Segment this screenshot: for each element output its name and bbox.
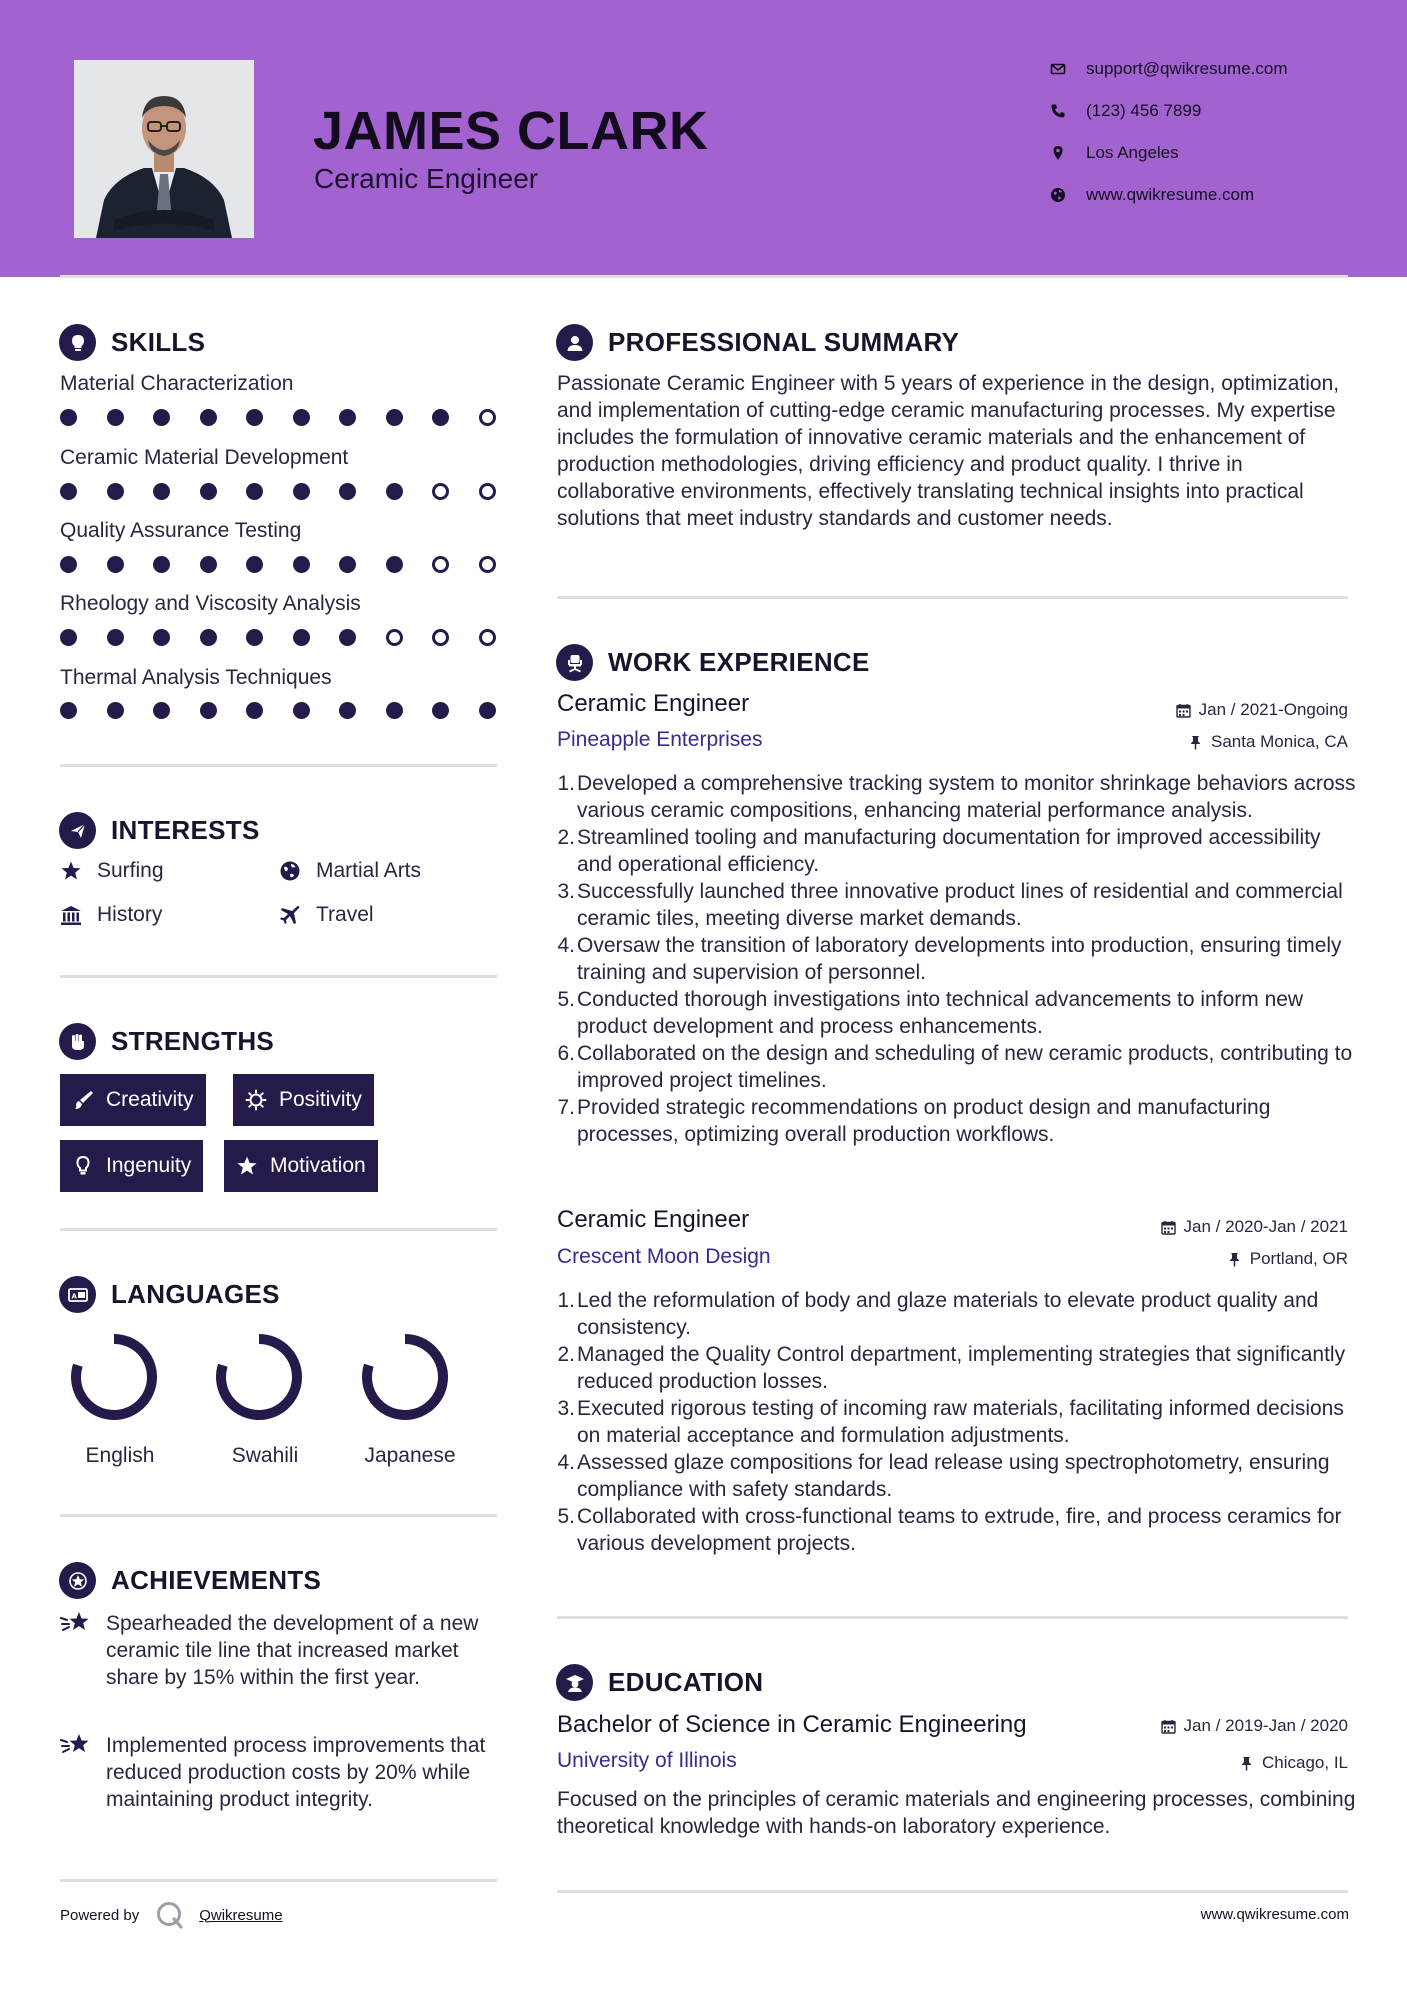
achievements-title: ACHIEVEMENTS	[111, 1565, 322, 1595]
job-duty	[557, 878, 1357, 932]
star-badge-icon	[59, 1562, 96, 1599]
language-name: Japanese	[364, 1444, 456, 1467]
map-marker-icon	[1050, 145, 1066, 161]
company-name: Pineapple Enterprises	[557, 728, 763, 751]
language-name: Swahili	[231, 1444, 299, 1467]
contact-email[interactable]	[1050, 54, 1380, 84]
shooting-star-icon	[60, 1732, 92, 1758]
job-duty	[557, 1395, 1357, 1449]
skill-name: Rheology and Viscosity Analysis	[60, 592, 361, 615]
summary-text: Passionate Ceramic Engineer with 5 years of experience in the design, optimization, and implementation of cutting-edge ceramic manufacturing processes. My expertise includes the formulation of innovative ceramic materials and the enhancement of production methodologies, driving efficiency and product quality. I thrive in collaborative environments, effectively translating technical insights into practical solutions that meet industry standards and customer needs.	[557, 372, 1340, 530]
skill-dot-filled	[293, 556, 310, 573]
duty-number: 5.	[557, 1505, 575, 1528]
skill-dot-filled	[60, 556, 77, 573]
education-heading	[556, 1664, 763, 1701]
strengths-heading	[59, 1023, 274, 1060]
skill-dot-filled	[339, 629, 356, 646]
section-divider	[60, 764, 497, 767]
strength-label: Positivity	[279, 1088, 362, 1111]
strength-badge	[60, 1140, 203, 1192]
job-dates-text: Jan / 2020-Jan / 2021	[1183, 1217, 1348, 1236]
section-divider	[60, 1228, 497, 1231]
skill-dot-filled	[200, 702, 217, 719]
strength-badge	[60, 1074, 206, 1126]
summary-heading	[556, 324, 959, 361]
job-duty	[557, 932, 1357, 986]
person-portrait-illustration	[74, 60, 254, 238]
contact-website[interactable]	[1050, 180, 1380, 210]
section-divider	[60, 975, 497, 978]
skills-title: SKILLS	[111, 327, 206, 357]
skill-rating-dots	[60, 627, 500, 649]
skill-dot-filled	[432, 702, 449, 719]
sun-icon	[245, 1089, 267, 1111]
duty-text: Developed a comprehensive tracking system to monitor shrinkage behaviors across various ceramic compositions, enhancing material performance analysis.	[577, 772, 1356, 822]
section-divider	[60, 1514, 497, 1517]
duty-text: Collaborated with cross-functional teams to extrude, fire, and process ceramics for various development projects.	[577, 1505, 1342, 1555]
language-proficiency-ring	[64, 1327, 164, 1427]
skill-rating-dots	[60, 407, 500, 429]
skill-dot-empty	[432, 556, 449, 573]
strength-label: Motivation	[270, 1154, 366, 1177]
pushpin-icon	[1239, 1756, 1254, 1771]
duty-text: Managed the Quality Control department, implementing strategies that significantly reduced production losses.	[577, 1343, 1346, 1393]
duty-number: 2.	[557, 1343, 575, 1366]
section-divider	[557, 1890, 1348, 1893]
skill-dot-filled	[386, 483, 403, 500]
interest-item	[60, 859, 164, 883]
skill-dot-filled	[60, 629, 77, 646]
calendar-icon	[1161, 1719, 1176, 1734]
skill-dot-filled	[293, 409, 310, 426]
language-progress-arc	[367, 1339, 443, 1415]
job-dates-text: Jan / 2021-Ongoing	[1198, 700, 1348, 719]
strength-badge	[233, 1074, 374, 1126]
language-progress-arc	[76, 1339, 152, 1415]
interest-item	[279, 903, 374, 927]
skill-dot-filled	[246, 629, 263, 646]
job-location-text: Santa Monica, CA	[1210, 732, 1348, 751]
job-title: Ceramic Engineer	[557, 1206, 750, 1233]
skill-dot-filled	[153, 483, 170, 500]
duty-number: 2.	[557, 826, 575, 849]
languages-heading	[59, 1276, 280, 1313]
job-duties-list	[557, 1287, 1357, 1557]
duty-text: Oversaw the transition of laboratory developments into production, ensuring timely training and supervision of personnel.	[577, 934, 1342, 984]
museum-icon	[60, 904, 82, 926]
skill-dot-filled	[386, 409, 403, 426]
lightbulb-icon	[59, 324, 96, 361]
graduate-icon	[556, 1664, 593, 1701]
summary-title: PROFESSIONAL SUMMARY	[608, 327, 960, 357]
duty-text: Led the reformulation of body and glaze materials to elevate product quality and consistency.	[577, 1289, 1319, 1339]
skill-dot-filled	[432, 409, 449, 426]
skill-name: Ceramic Material Development	[60, 446, 349, 469]
envelope-icon	[1050, 61, 1066, 77]
experience-heading	[556, 644, 870, 681]
header-divider	[60, 275, 1348, 278]
education-description: Focused on the principles of ceramic materials and engineering processes, combining theoretical knowledge with hands-on laboratory experience.	[557, 1788, 1356, 1838]
skill-dot-filled	[293, 483, 310, 500]
interest-label: Martial Arts	[316, 859, 422, 882]
job-dates	[1176, 700, 1348, 720]
skill-dot-filled	[107, 702, 124, 719]
contact-phone[interactable]	[1050, 96, 1380, 126]
duty-text: Conducted thorough investigations into technical advancements to inform new product development and process enhancements.	[577, 988, 1304, 1038]
section-divider	[557, 596, 1348, 599]
phone-icon	[1050, 103, 1066, 119]
calendar-icon	[1161, 1220, 1176, 1235]
lightbulb-icon	[72, 1155, 94, 1177]
skill-dot-filled	[153, 556, 170, 573]
skill-dot-filled	[153, 702, 170, 719]
footer-website[interactable]: www.qwikresume.com	[1200, 1906, 1349, 1923]
skill-dot-empty	[479, 409, 496, 426]
job-location	[1227, 1249, 1348, 1269]
contact-website-text: www.qwikresume.com	[1086, 185, 1255, 204]
skill-dot-filled	[107, 556, 124, 573]
job-location-text: Portland, OR	[1249, 1249, 1348, 1268]
star-icon	[236, 1155, 258, 1177]
skill-dot-filled	[246, 556, 263, 573]
language-icon	[59, 1276, 96, 1313]
interests-title: INTERESTS	[111, 815, 260, 845]
fist-icon	[59, 1023, 96, 1060]
skill-dot-empty	[479, 556, 496, 573]
skill-dot-empty	[479, 629, 496, 646]
skill-dot-filled	[60, 483, 77, 500]
skill-dot-empty	[432, 629, 449, 646]
duty-number: 3.	[557, 880, 575, 903]
qwikresume-logo-icon	[155, 1900, 185, 1930]
education-title: EDUCATION	[608, 1667, 764, 1697]
skill-dot-empty	[432, 483, 449, 500]
globe-icon	[279, 860, 301, 882]
user-icon	[556, 324, 593, 361]
education-location	[1239, 1753, 1348, 1773]
shooting-star-icon	[60, 1610, 92, 1636]
interest-item	[279, 859, 421, 883]
job-duty	[557, 1094, 1357, 1148]
skill-dot-filled	[339, 409, 356, 426]
paper-plane-icon	[59, 812, 96, 849]
skill-name: Material Characterization	[60, 372, 294, 395]
language-name: English	[85, 1444, 155, 1467]
languages-title: LANGUAGES	[111, 1279, 280, 1309]
qwikresume-link[interactable]: Qwikresume	[199, 1906, 283, 1924]
skills-heading	[59, 324, 205, 361]
duty-number: 1.	[557, 1289, 575, 1312]
duty-text: Executed rigorous testing of incoming raw materials, facilitating informed decisions on material acceptance and formulation adjustments.	[577, 1397, 1344, 1447]
job-location	[1188, 732, 1348, 752]
star-icon	[60, 860, 82, 882]
skill-dot-filled	[107, 629, 124, 646]
duty-text: Provided strategic recommendations on product design and manufacturing processes, optimizing overall production workflows.	[577, 1096, 1271, 1146]
duty-text: Streamlined tooling and manufacturing documentation for improved accessibility and operational efficiency.	[577, 826, 1321, 876]
section-divider	[557, 1616, 1348, 1619]
job-duty	[557, 986, 1357, 1040]
powered-by-label: Powered by	[60, 1906, 140, 1924]
office-chair-icon	[556, 644, 593, 681]
skill-dot-filled	[200, 483, 217, 500]
skill-dot-empty	[479, 483, 496, 500]
skill-dot-filled	[200, 556, 217, 573]
interest-item	[60, 903, 162, 927]
skill-rating-dots	[60, 700, 500, 722]
job-duty	[557, 1449, 1357, 1503]
skill-name: Quality Assurance Testing	[60, 519, 302, 542]
skill-dot-filled	[293, 629, 310, 646]
profile-photo	[74, 60, 254, 238]
skill-name: Thermal Analysis Techniques	[60, 666, 332, 689]
skill-dot-filled	[60, 702, 77, 719]
skill-rating-dots	[60, 481, 500, 503]
duty-text: Successfully launched three innovative product lines of residential and commercial ceramic tiles, meeting diverse market demands.	[577, 880, 1343, 930]
resume-header	[0, 0, 1407, 277]
job-dates	[1161, 1217, 1348, 1237]
job-duty	[557, 1503, 1357, 1557]
duty-number: 7.	[557, 1096, 575, 1119]
duty-number: 3.	[557, 1397, 575, 1420]
achievement-text: Implemented process improvements that reduced production costs by 20% while maintaining product integrity.	[106, 1734, 486, 1811]
skill-dot-filled	[153, 409, 170, 426]
language-progress-arc	[221, 1339, 297, 1415]
skill-dot-filled	[386, 702, 403, 719]
job-duty	[557, 824, 1357, 878]
achievement-item	[60, 1610, 500, 1691]
skill-dot-filled	[153, 629, 170, 646]
job-duty	[557, 1040, 1357, 1094]
interest-label: Travel	[316, 903, 374, 926]
pushpin-icon	[1188, 735, 1203, 750]
skill-dot-filled	[246, 483, 263, 500]
skill-dot-filled	[246, 702, 263, 719]
education-location-text: Chicago, IL	[1262, 1753, 1348, 1772]
skill-dot-filled	[386, 556, 403, 573]
skill-dot-filled	[200, 409, 217, 426]
language-proficiency-ring	[209, 1327, 309, 1427]
plane-icon	[279, 904, 301, 926]
skill-dot-filled	[479, 702, 496, 719]
contact-location-text: Los Angeles	[1086, 143, 1179, 162]
language-proficiency-ring	[355, 1327, 455, 1427]
duty-number: 4.	[557, 934, 575, 957]
contact-email-text: support@qwikresume.com	[1086, 59, 1288, 78]
skill-dot-filled	[293, 702, 310, 719]
job-duty	[557, 1287, 1357, 1341]
skill-dot-filled	[107, 483, 124, 500]
education-dates	[1161, 1716, 1348, 1736]
contact-phone-text: (123) 456 7899	[1086, 101, 1202, 120]
contact-location	[1050, 138, 1380, 168]
strength-label: Ingenuity	[106, 1154, 192, 1177]
interests-heading	[59, 812, 260, 849]
achievements-heading	[59, 1562, 321, 1599]
skill-dot-filled	[60, 409, 77, 426]
paint-brush-icon	[72, 1089, 94, 1111]
skill-dot-filled	[339, 702, 356, 719]
skill-dot-filled	[339, 556, 356, 573]
degree-title: Bachelor of Science in Ceramic Engineering	[557, 1711, 1027, 1738]
job-duty	[557, 770, 1357, 824]
school-name: University of Illinois	[557, 1749, 737, 1772]
strength-label: Creativity	[106, 1088, 194, 1111]
job-title: Ceramic Engineer	[557, 690, 750, 717]
duty-number: 1.	[557, 772, 575, 795]
candidate-name: JAMES CLARK	[313, 101, 709, 161]
skill-dot-filled	[339, 483, 356, 500]
pushpin-icon	[1227, 1252, 1242, 1267]
skill-dot-filled	[246, 409, 263, 426]
duty-number: 5.	[557, 988, 575, 1011]
section-divider	[60, 1879, 497, 1882]
job-duty	[557, 1341, 1357, 1395]
skill-dot-filled	[107, 409, 124, 426]
duty-text: Assessed glaze compositions for lead release using spectrophotometry, ensuring compliance with safety standards.	[577, 1451, 1330, 1501]
achievement-item	[60, 1732, 500, 1813]
duty-text: Collaborated on the design and scheduling of new ceramic products, contributing to improved project timelines.	[577, 1042, 1353, 1092]
experience-title: WORK EXPERIENCE	[608, 647, 870, 677]
company-name: Crescent Moon Design	[557, 1245, 771, 1268]
achievement-text: Spearheaded the development of a new ceramic tile line that increased market share by 15% within the first year.	[106, 1612, 479, 1689]
powered-by	[60, 1900, 283, 1930]
candidate-role: Ceramic Engineer	[314, 163, 539, 194]
job-duties-list	[557, 770, 1357, 1148]
duty-number: 6.	[557, 1042, 575, 1065]
interest-label: History	[97, 903, 163, 926]
skill-rating-dots	[60, 554, 500, 576]
interest-label: Surfing	[97, 859, 164, 882]
strength-badge	[224, 1140, 378, 1192]
globe-icon	[1050, 187, 1066, 203]
skill-dot-filled	[200, 629, 217, 646]
calendar-icon	[1176, 703, 1191, 718]
strengths-title: STRENGTHS	[111, 1026, 275, 1056]
skill-dot-empty	[386, 629, 403, 646]
svg-text:A: A	[71, 1292, 77, 1300]
duty-number: 4.	[557, 1451, 575, 1474]
education-dates-text: Jan / 2019-Jan / 2020	[1183, 1716, 1348, 1735]
